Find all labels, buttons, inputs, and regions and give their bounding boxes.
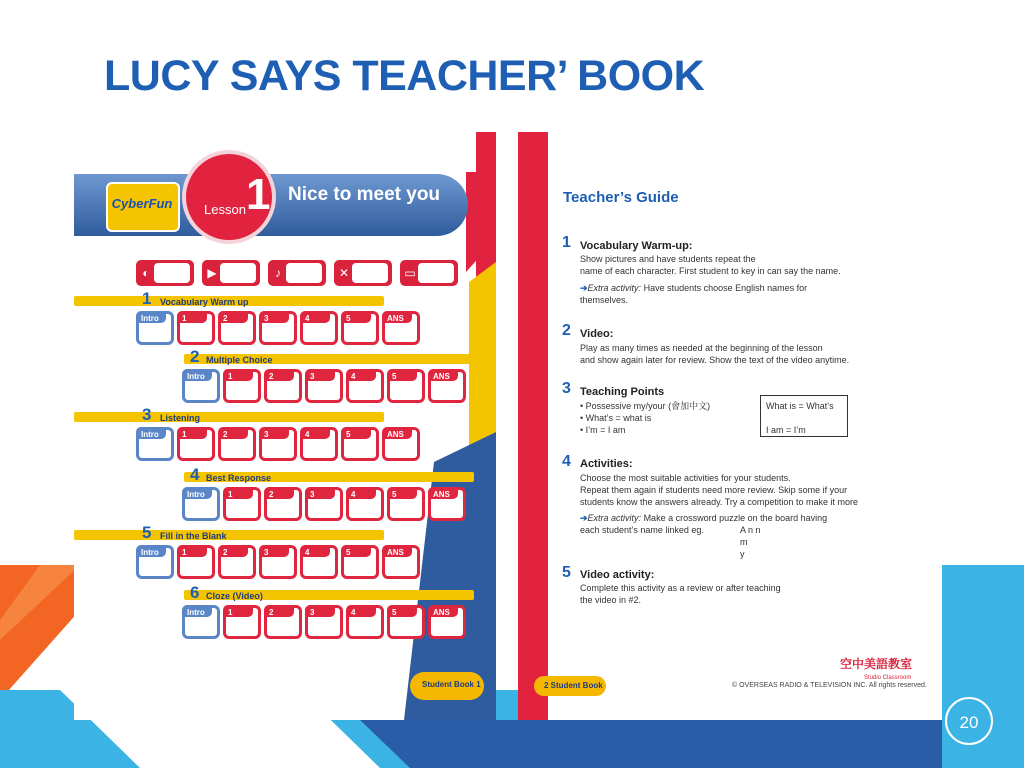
- button-label: 2: [223, 548, 228, 557]
- extra-activity: [580, 282, 807, 294]
- copyright: © OVERSEAS RADIO & TELEVISION INC. All rights reserved.: [732, 682, 927, 689]
- button-label: 5: [392, 372, 397, 381]
- extra-label: Extra activity:: [587, 283, 642, 293]
- lesson-label: Lesson: [204, 202, 246, 217]
- answer-button[interactable]: [382, 545, 420, 579]
- question-button[interactable]: [387, 487, 425, 521]
- button-label: 4: [305, 548, 310, 557]
- question-button[interactable]: [346, 605, 384, 639]
- intro-button[interactable]: [136, 427, 174, 461]
- answer-button[interactable]: [428, 487, 466, 521]
- button-label: 1: [228, 490, 233, 499]
- button-label: 4: [351, 490, 356, 499]
- question-button[interactable]: [305, 487, 343, 521]
- page-footer-label: 2 Student Book: [544, 681, 603, 690]
- logo-text: CyberFun: [111, 196, 173, 211]
- question-button[interactable]: [387, 605, 425, 639]
- button-label: 3: [310, 490, 315, 499]
- question-button[interactable]: [305, 605, 343, 639]
- button-label: 2: [269, 608, 274, 617]
- button-label: 3: [310, 372, 315, 381]
- section-number: 2: [562, 322, 571, 339]
- button-label: 2: [223, 314, 228, 323]
- section-label: Listening: [160, 413, 200, 423]
- section-number: 5: [142, 523, 152, 542]
- button-label: ANS: [387, 548, 404, 557]
- question-button[interactable]: [387, 369, 425, 403]
- section-label: Cloze (Video): [206, 591, 263, 601]
- play-pause-icon: ▶: [207, 266, 217, 280]
- media-control-button[interactable]: [136, 260, 194, 286]
- button-label: 1: [182, 314, 187, 323]
- mute-icon: ✕: [338, 266, 350, 280]
- publisher-logo: 空中美語教室: [840, 657, 913, 671]
- section-number: 6: [190, 583, 200, 602]
- arrow-icon: ➔: [580, 513, 588, 523]
- question-button[interactable]: [346, 487, 384, 521]
- question-button[interactable]: [218, 545, 256, 579]
- section-bar: [74, 530, 384, 540]
- control-field: [220, 263, 256, 283]
- question-button[interactable]: [218, 427, 256, 461]
- button-label: Intro: [141, 314, 159, 323]
- book-icon: ▭: [404, 266, 416, 280]
- box-text: What is = What’s: [766, 401, 834, 411]
- button-label: 5: [346, 548, 351, 557]
- button-label: 1: [228, 608, 233, 617]
- section-label: Fill in the Blank: [160, 531, 227, 541]
- button-label: Intro: [187, 608, 205, 617]
- section-number: 4: [190, 465, 200, 484]
- media-control-button[interactable]: [334, 260, 392, 286]
- answer-button[interactable]: [382, 311, 420, 345]
- button-label: ANS: [433, 372, 450, 381]
- question-button[interactable]: [300, 545, 338, 579]
- question-button[interactable]: [259, 311, 297, 345]
- section-number: 3: [142, 405, 152, 424]
- section-text: Choose the most suitable activities for your students.: [580, 473, 791, 483]
- button-label: ANS: [387, 314, 404, 323]
- button-label: ANS: [387, 430, 404, 439]
- section-heading: Activities:: [580, 458, 633, 470]
- question-button[interactable]: [223, 487, 261, 521]
- intro-button[interactable]: [136, 545, 174, 579]
- extra-text: themselves.: [580, 295, 629, 305]
- section-text: and show again later for review. Show the text of the video anytime.: [580, 355, 850, 365]
- section-heading: Teaching Points: [580, 386, 665, 398]
- button-label: 5: [392, 608, 397, 617]
- question-button[interactable]: [264, 487, 302, 521]
- section-label: Vocabulary Warm up: [160, 297, 249, 307]
- button-label: 3: [264, 430, 269, 439]
- button-label: 3: [264, 548, 269, 557]
- control-field: [154, 263, 190, 283]
- extra-text: Make a crossword puzzle on the board having: [641, 513, 828, 523]
- volume-icon: ♪: [275, 266, 281, 280]
- teachers-guide-page: [518, 132, 942, 720]
- section-text: Repeat them again if students need more review. Skip some if your: [580, 485, 848, 495]
- box-text: I am = I’m: [766, 425, 806, 435]
- extra-text: Have students choose English names for: [641, 283, 808, 293]
- button-label: ANS: [433, 490, 450, 499]
- student-book-page: [74, 132, 496, 720]
- extra-text: each student’s name linked eg.: [580, 525, 704, 535]
- section-number: 4: [562, 453, 571, 470]
- section-text: Complete this activity as a review or after teaching: [580, 583, 781, 593]
- crossword-example: m: [740, 537, 748, 547]
- media-control-button[interactable]: [400, 260, 458, 286]
- question-button[interactable]: [341, 311, 379, 345]
- arrow-icon: ➔: [580, 283, 588, 293]
- button-label: Intro: [141, 430, 159, 439]
- button-label: 5: [346, 314, 351, 323]
- bullet-item: • I’m = I am: [580, 425, 626, 435]
- section-bar: [74, 412, 384, 422]
- bullet-item: • What’s = what is: [580, 413, 652, 423]
- intro-button[interactable]: [182, 605, 220, 639]
- button-label: 2: [223, 430, 228, 439]
- publisher-subtitle: Studio Classroom: [864, 675, 912, 681]
- question-button[interactable]: [177, 545, 215, 579]
- button-label: 4: [351, 608, 356, 617]
- question-button[interactable]: [177, 311, 215, 345]
- answer-button[interactable]: [382, 427, 420, 461]
- question-button[interactable]: [346, 369, 384, 403]
- question-button[interactable]: [259, 427, 297, 461]
- intro-button[interactable]: [182, 487, 220, 521]
- section-text: name of each character. First student to key in can say the name.: [580, 266, 841, 276]
- crossword-example: y: [740, 549, 745, 559]
- question-button[interactable]: [341, 427, 379, 461]
- button-label: 3: [264, 314, 269, 323]
- button-label: 4: [305, 314, 310, 323]
- button-label: 1: [182, 430, 187, 439]
- question-button[interactable]: [264, 369, 302, 403]
- intro-button[interactable]: [182, 369, 220, 403]
- section-heading: Video activity:: [580, 569, 655, 581]
- section-text: Show pictures and have students repeat the: [580, 254, 756, 264]
- button-label: 5: [346, 430, 351, 439]
- lesson-title: Nice to meet you: [288, 184, 441, 205]
- section-label: Best Response: [206, 473, 272, 483]
- answer-button[interactable]: [428, 605, 466, 639]
- question-button[interactable]: [218, 311, 256, 345]
- section-heading: Vocabulary Warm-up:: [580, 240, 693, 252]
- section-text: Play as many times as needed at the beginning of the lesson: [580, 343, 823, 353]
- section-number: 1: [142, 289, 152, 308]
- guide-title: Teacher’s Guide: [563, 189, 679, 206]
- button-label: ANS: [433, 608, 450, 617]
- button-label: 3: [310, 608, 315, 617]
- button-label: 4: [305, 430, 310, 439]
- section-label: Multiple Choice: [206, 355, 273, 365]
- button-label: Intro: [187, 490, 205, 499]
- question-button[interactable]: [177, 427, 215, 461]
- section-number: 1: [562, 234, 571, 251]
- question-button[interactable]: [300, 427, 338, 461]
- button-label: 1: [228, 372, 233, 381]
- record-icon: ◐: [142, 266, 150, 280]
- section-text: students know the answers already. Try a competition to make it more: [580, 497, 858, 507]
- intro-button[interactable]: [136, 311, 174, 345]
- section-number: 2: [190, 347, 200, 366]
- control-field: [286, 263, 322, 283]
- button-label: 4: [351, 372, 356, 381]
- question-button[interactable]: [223, 605, 261, 639]
- question-button[interactable]: [341, 545, 379, 579]
- control-field: [352, 263, 388, 283]
- media-control-button[interactable]: [268, 260, 326, 286]
- button-label: 2: [269, 490, 274, 499]
- question-button[interactable]: [223, 369, 261, 403]
- lesson-number: 1: [246, 170, 271, 219]
- slide-title: LUCY SAYS TEACHER’ BOOK: [104, 52, 705, 100]
- button-label: 2: [269, 372, 274, 381]
- bullet-item: • Possessive my/your (會加中文): [580, 401, 711, 411]
- section-heading: Video:: [580, 328, 614, 340]
- media-control-button[interactable]: [202, 260, 260, 286]
- button-label: Intro: [187, 372, 205, 381]
- question-button[interactable]: [259, 545, 297, 579]
- section-number: 5: [562, 564, 571, 581]
- section-text: the video in #2.: [580, 595, 642, 605]
- button-label: Intro: [141, 548, 159, 557]
- crossword-example: A n n: [740, 525, 761, 535]
- extra-activity: [580, 512, 827, 524]
- question-button[interactable]: [300, 311, 338, 345]
- question-button[interactable]: [264, 605, 302, 639]
- question-button[interactable]: [305, 369, 343, 403]
- slide-number: 20: [945, 697, 993, 745]
- page-footer-label: Student Book 1: [422, 680, 481, 689]
- control-field: [418, 263, 454, 283]
- button-label: 1: [182, 548, 187, 557]
- button-label: 5: [392, 490, 397, 499]
- answer-button[interactable]: [428, 369, 466, 403]
- extra-label: Extra activity:: [587, 513, 642, 523]
- section-number: 3: [562, 380, 571, 397]
